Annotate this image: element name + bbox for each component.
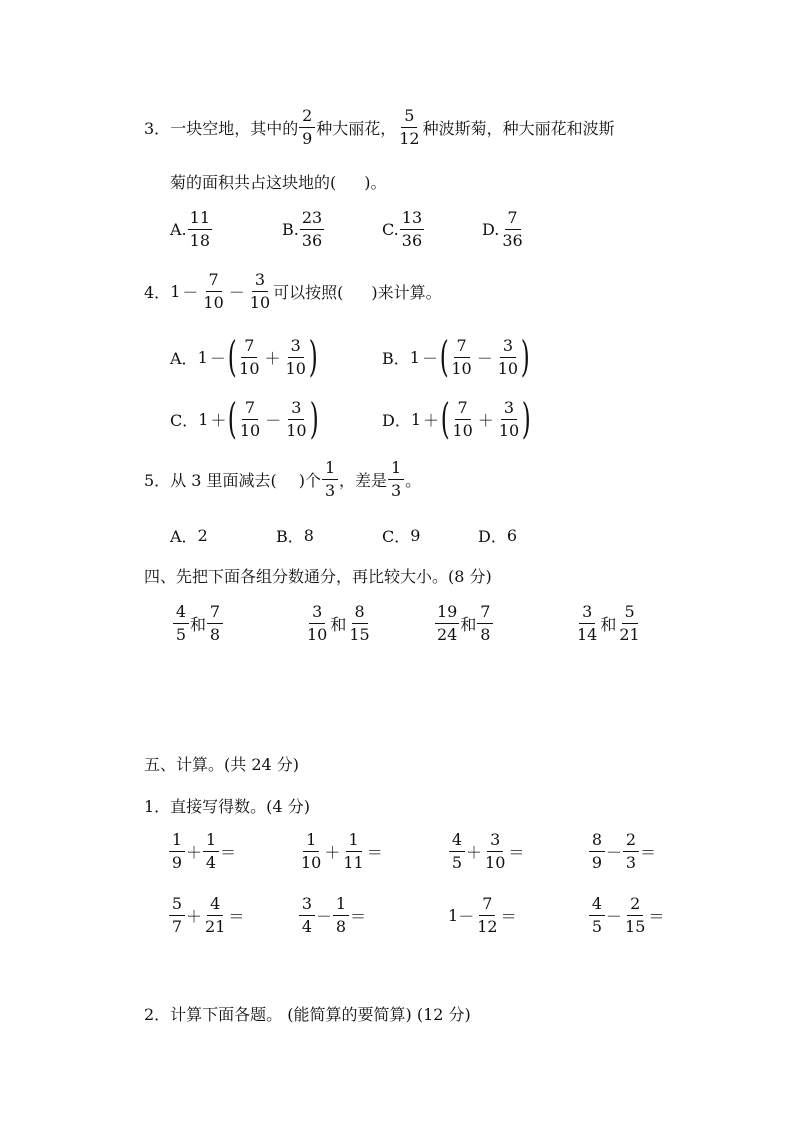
q5-option-c[interactable]: C． 9 [382, 526, 421, 546]
q3-text: 一块空地，其中的 [170, 119, 299, 138]
sub-question-1: 1．直接写得数。(4 分) [144, 797, 310, 816]
calc-item: $\frac{4}{5}$ － $\frac{2}{15}$ ＝ [588, 896, 664, 935]
fraction: $\frac{5}{12}$ [399, 106, 420, 148]
q4-option-a[interactable]: A． 1 － ( $\frac{7}{10}$ ＋ $\frac{3}{10}$ ) [170, 332, 318, 381]
compare-pair: $\frac{19}{24}$ 和 $\frac{7}{8}$ [434, 604, 494, 643]
q4-option-c[interactable]: C． 1 ＋ ( $\frac{7}{10}$ － $\frac{3}{10}$ ) [170, 394, 319, 443]
q5-option-a[interactable]: A． 2 [170, 526, 208, 546]
calc-item: $\frac{5}{7}$ ＋ $\frac{4}{21}$ ＝ [168, 896, 244, 935]
q5-option-b[interactable]: B． 8 [276, 526, 314, 546]
calc-item: 1 － $\frac{7}{12}$ ＝ [448, 894, 517, 936]
q3-text: 种大丽花， [316, 119, 397, 138]
section-5-title: 五、计算。(共 24 分) [144, 755, 300, 774]
q5-option-d[interactable]: D． 6 [478, 526, 518, 546]
calc-item: $\frac{3}{4}$ － $\frac{1}{8}$ ＝ [298, 896, 366, 935]
compare-pair: $\frac{3}{14}$ 和 $\frac{5}{21}$ [577, 602, 640, 644]
compare-pair: $\frac{4}{5}$ 和 $\frac{7}{8}$ [172, 604, 224, 643]
question-number: 5． [144, 471, 171, 490]
q4-line1: 4． 1 － $\frac{7}{10}$ － $\frac{3}{10}$ 可以按照( )来计算。 [144, 270, 442, 312]
compare-pair: $\frac{3}{10}$ 和 $\frac{8}{15}$ [307, 602, 370, 644]
q3-text: 种波斯菊，种大丽花和波斯 [422, 119, 615, 138]
q3-option-b[interactable]: B. $\frac{23}{36}$ [282, 208, 323, 250]
calc-item: $\frac{1}{9}$ ＋ $\frac{1}{4}$ ＝ [168, 832, 236, 871]
q5-line1: 5． 从 3 里面减去( )个 $\frac{1}{3}$ ，差是 $\frac{1}{3}$ 。 [144, 458, 422, 500]
q3-line1 [144, 108, 615, 147]
calc-item: $\frac{1}{10}$ ＋ $\frac{1}{11}$ ＝ [301, 830, 383, 872]
q3-option-a[interactable]: A. $\frac{11}{18}$ [170, 208, 210, 250]
question-number: 4． [144, 283, 171, 302]
calc-item: $\frac{4}{5}$ ＋ $\frac{3}{10}$ ＝ [448, 832, 524, 871]
q4-option-b[interactable]: B． 1 － ( $\frac{7}{10}$ － $\frac{3}{10}$ ) [382, 332, 530, 381]
calc-item: $\frac{8}{9}$ － $\frac{2}{3}$ ＝ [588, 832, 656, 871]
q4-option-d[interactable]: D． 1 ＋ ( $\frac{7}{10}$ ＋ $\frac{3}{10}$ ) [382, 394, 531, 443]
fraction: $\frac{2}{9}$ [299, 108, 315, 147]
q3-line2: 菊的面积共占这块地的( )。 [170, 173, 387, 192]
q3-option-d[interactable]: D. $\frac{7}{36}$ [482, 208, 523, 250]
question-number: 3． [144, 119, 171, 138]
sub-question-2: 2．计算下面各题。 (能简算的要简算) (12 分) [144, 1005, 471, 1024]
section-4-title: 四、先把下面各组分数通分，再比较大小。(8 分) [144, 567, 492, 586]
q3-option-c[interactable]: C. $\frac{13}{36}$ [382, 208, 423, 250]
